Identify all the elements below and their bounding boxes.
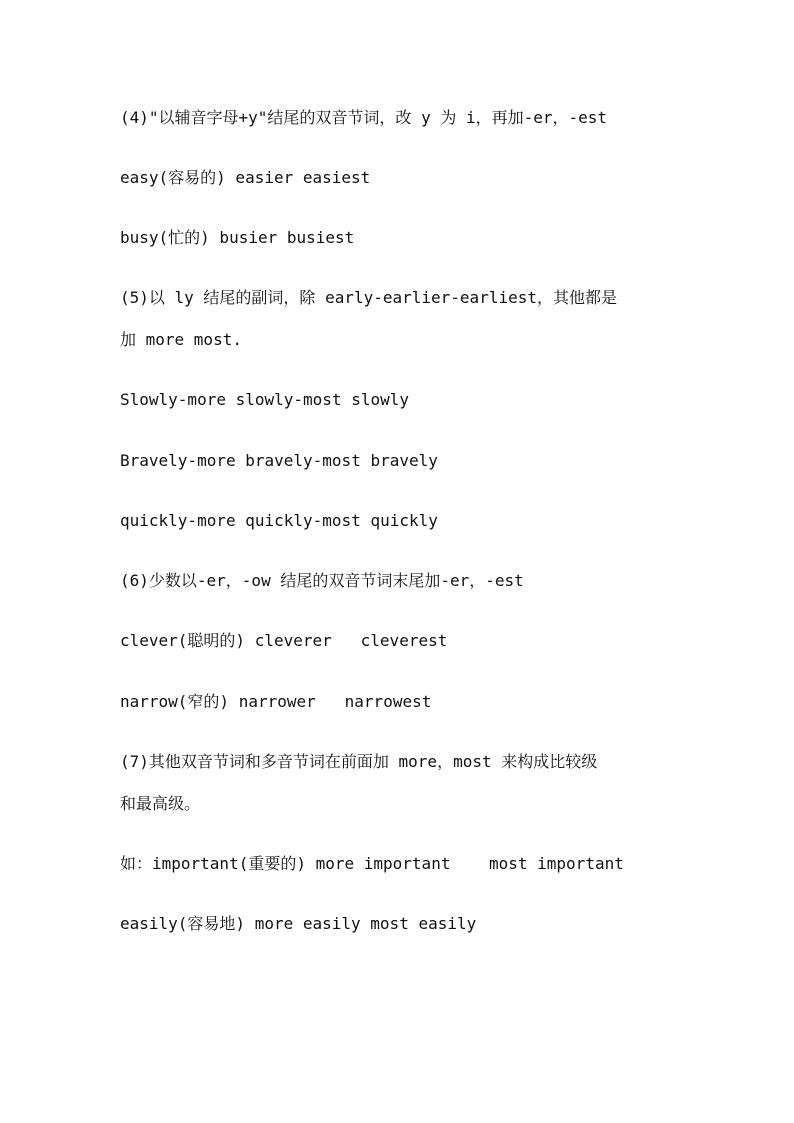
example-important: 如：important(重要的) more important most important	[120, 854, 624, 873]
example-easy: easy(容易的) easier easiest	[120, 168, 371, 187]
rule-6-heading: (6)少数以-er，-ow 结尾的双音节词末尾加-er，-est	[120, 571, 524, 590]
rule-4-heading: (4)"以辅音字母+y"结尾的双音节词，改 y 为 i，再加-er，-est	[120, 108, 608, 127]
example-bravely: Bravely-more bravely-most bravely	[120, 451, 438, 470]
rule-7-heading-continued: 和最高级。	[120, 794, 201, 813]
example-quickly: quickly-more quickly-most quickly	[120, 511, 438, 530]
example-busy: busy(忙的) busier busiest	[120, 228, 355, 247]
example-narrow: narrow(窄的) narrower narrowest	[120, 692, 432, 711]
rule-7-heading: (7)其他双音节词和多音节词在前面加 more，most 来构成比较级	[120, 752, 598, 771]
example-easily: easily(容易地) more easily most easily	[120, 914, 477, 933]
example-slowly: Slowly-more slowly-most slowly	[120, 390, 409, 409]
rule-5-heading: (5)以 ly 结尾的副词，除 early-earlier-earliest，其他都是	[120, 288, 617, 307]
rule-5-heading-continued: 加 more most.	[120, 330, 242, 349]
example-clever: clever(聪明的) cleverer cleverest	[120, 631, 448, 650]
